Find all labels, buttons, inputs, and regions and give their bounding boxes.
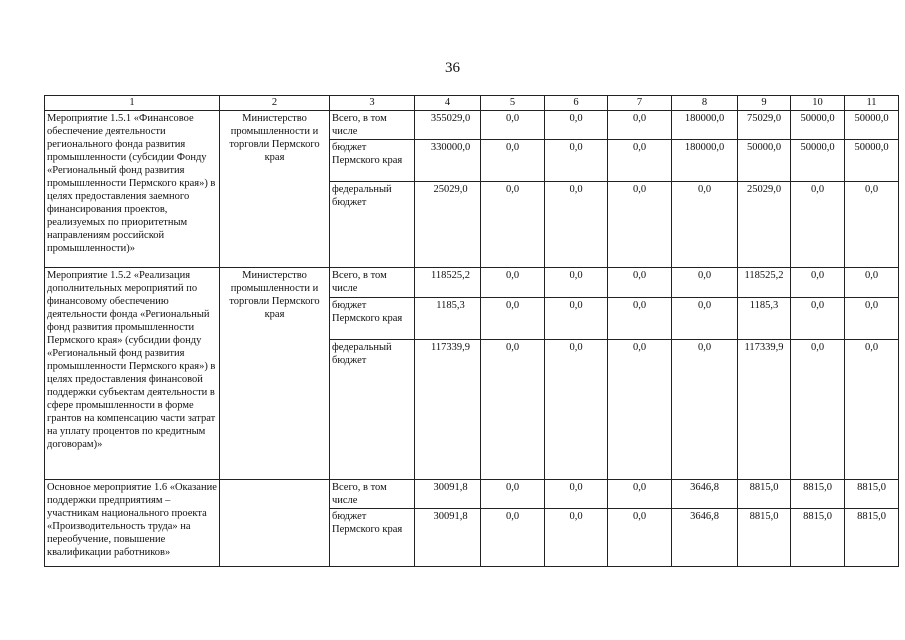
column-header: 1: [45, 96, 220, 111]
value-cell: 25029,0: [738, 182, 791, 268]
value-cell: 50000,0: [791, 111, 845, 140]
value-cell: 0,0: [481, 111, 545, 140]
column-header: 4: [415, 96, 481, 111]
value-cell: 0,0: [672, 182, 738, 268]
value-cell: 0,0: [791, 340, 845, 480]
value-cell: 0,0: [545, 140, 608, 182]
measure-executor: Министерство промышленности и торговли Пермского края: [220, 111, 330, 268]
value-cell: 355029,0: [415, 111, 481, 140]
value-cell: 0,0: [545, 111, 608, 140]
value-cell: 0,0: [545, 509, 608, 567]
funding-source: бюджет Пермского края: [330, 298, 415, 340]
value-cell: 3646,8: [672, 480, 738, 509]
value-cell: 0,0: [608, 340, 672, 480]
value-cell: 330000,0: [415, 140, 481, 182]
value-cell: 1185,3: [415, 298, 481, 340]
value-cell: 50000,0: [738, 140, 791, 182]
value-cell: 8815,0: [738, 480, 791, 509]
column-header: 3: [330, 96, 415, 111]
value-cell: 0,0: [672, 268, 738, 298]
value-cell: 30091,8: [415, 509, 481, 567]
value-cell: 8815,0: [845, 509, 899, 567]
value-cell: 1185,3: [738, 298, 791, 340]
table-row: [45, 480, 899, 509]
column-header: 7: [608, 96, 672, 111]
value-cell: 0,0: [672, 340, 738, 480]
value-cell: 0,0: [791, 268, 845, 298]
measure-executor: [220, 480, 330, 567]
funding-source: федеральный бюджет: [330, 182, 415, 268]
value-cell: 0,0: [545, 480, 608, 509]
table-header-row: [45, 96, 899, 111]
value-cell: 0,0: [481, 480, 545, 509]
value-cell: 0,0: [791, 298, 845, 340]
value-cell: 118525,2: [738, 268, 791, 298]
value-cell: 8815,0: [791, 480, 845, 509]
value-cell: 50000,0: [845, 140, 899, 182]
value-cell: 8815,0: [845, 480, 899, 509]
budget-table: [44, 95, 899, 567]
measure-name: Мероприятие 1.5.2 «Реализация дополнительных мероприятий по финансовому обеспечению деятельности фонда «Региональный фонд развития промышленности Пермского края» (субсидии фонду «Региональный фонд развития промышленности Пермского края») в целях предоставления финансовой поддержки субъектам деятельности в сфере промышленности в форме грантов на компенсацию части затрат на уплату процентов по кредитным договорам)»: [45, 268, 220, 480]
page-number: 36: [445, 60, 460, 76]
column-header: 8: [672, 96, 738, 111]
value-cell: 25029,0: [415, 182, 481, 268]
value-cell: 30091,8: [415, 480, 481, 509]
value-cell: 0,0: [608, 298, 672, 340]
column-header: 11: [845, 96, 899, 111]
value-cell: 0,0: [481, 509, 545, 567]
value-cell: 0,0: [545, 340, 608, 480]
value-cell: 0,0: [481, 340, 545, 480]
funding-source: Всего, в том числе: [330, 111, 415, 140]
column-header: 9: [738, 96, 791, 111]
value-cell: 0,0: [545, 268, 608, 298]
measure-executor: Министерство промышленности и торговли Пермского края: [220, 268, 330, 480]
value-cell: 8815,0: [791, 509, 845, 567]
value-cell: 0,0: [672, 298, 738, 340]
funding-source: бюджет Пермского края: [330, 140, 415, 182]
table-row: [45, 268, 899, 298]
value-cell: 0,0: [608, 480, 672, 509]
value-cell: 0,0: [608, 140, 672, 182]
measure-name: Мероприятие 1.5.1 «Финансовое обеспечение деятельности регионального фонда развития промышленности (субсидии Фонду «Региональный фонд развития промышленности Пермского края») в целях предоставления заемного финансирования проектов, реализуемых по приоритетным направлениям российской промышленности)»: [45, 111, 220, 268]
column-header: 10: [791, 96, 845, 111]
funding-source: федеральный бюджет: [330, 340, 415, 480]
funding-source: бюджет Пермского края: [330, 509, 415, 567]
value-cell: 0,0: [545, 298, 608, 340]
funding-source: Всего, в том числе: [330, 268, 415, 298]
value-cell: 0,0: [481, 140, 545, 182]
value-cell: 117339,9: [738, 340, 791, 480]
value-cell: 118525,2: [415, 268, 481, 298]
value-cell: 0,0: [791, 182, 845, 268]
measure-name: Основное мероприятие 1.6 «Оказание поддержки предприятиям – участникам национального проекта «Производительность труда» на переобучение, повышение квалификации работников»: [45, 480, 220, 567]
value-cell: 180000,0: [672, 140, 738, 182]
value-cell: 0,0: [608, 509, 672, 567]
column-header: 6: [545, 96, 608, 111]
value-cell: 50000,0: [845, 111, 899, 140]
value-cell: 0,0: [608, 268, 672, 298]
value-cell: 0,0: [608, 111, 672, 140]
value-cell: 3646,8: [672, 509, 738, 567]
value-cell: 0,0: [481, 268, 545, 298]
value-cell: 180000,0: [672, 111, 738, 140]
value-cell: 0,0: [481, 182, 545, 268]
value-cell: 117339,9: [415, 340, 481, 480]
value-cell: 75029,0: [738, 111, 791, 140]
table-row: [45, 111, 899, 140]
value-cell: 0,0: [845, 298, 899, 340]
value-cell: 50000,0: [791, 140, 845, 182]
value-cell: 0,0: [845, 182, 899, 268]
value-cell: 0,0: [608, 182, 672, 268]
value-cell: 0,0: [481, 298, 545, 340]
column-header: 2: [220, 96, 330, 111]
value-cell: 0,0: [845, 340, 899, 480]
funding-source: Всего, в том числе: [330, 480, 415, 509]
value-cell: 0,0: [545, 182, 608, 268]
value-cell: 0,0: [845, 268, 899, 298]
value-cell: 8815,0: [738, 509, 791, 567]
column-header: 5: [481, 96, 545, 111]
